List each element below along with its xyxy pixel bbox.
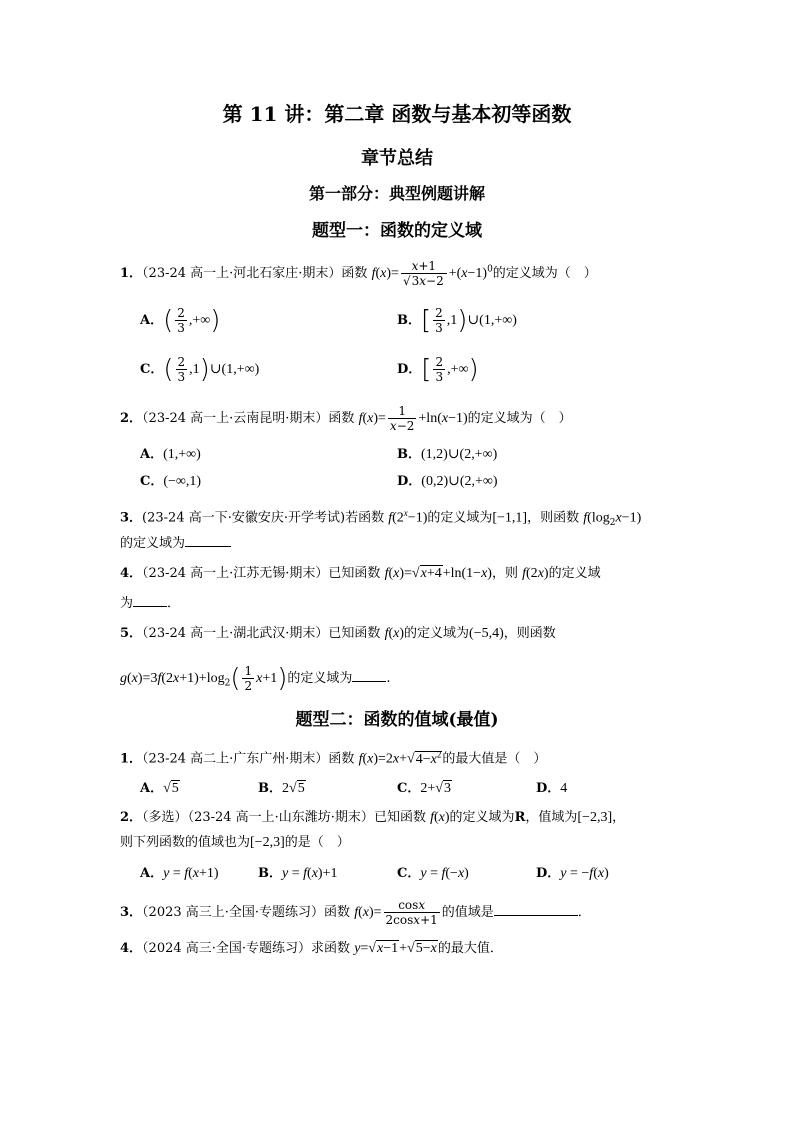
question-2-3: 3．（2023 高三上·全国·专题练习）函数 f(x)= $\frac{\cos x}{2\cos x+1}$ 的值域是 ． — [120, 898, 591, 927]
question-1-3: 3．(23-24 高一下·安徽安庆·开学考试)若函数 $f(2^x-1)$的定义域为[−1,1]，则函数 $f(\log_2x-1)$ — [120, 508, 642, 528]
question-2-4: 4．（2024 高三·全国·专题练习）求函数 y=√x−1+√5−x的最大值． — [120, 941, 503, 956]
option-2-1-a: A．√5 — [140, 781, 179, 796]
option-1-2-c: C．(−∞,1) — [140, 474, 202, 489]
option-1-2-b: B．(1,2)∪(2,+∞) — [397, 447, 498, 462]
type-one-heading: 题型一：函数的定义域 — [312, 221, 482, 241]
question-1-2: 2．（23-24 高一上·云南昆明·期末）函数 f(x)= $\frac{1}{x-2}$ +ln(x−1)的定义域为（ ） — [120, 404, 572, 433]
question-1-5: 5．（23-24 高一上·湖北武汉·期末）已知函数 f(x)的定义域为(−5,4)，则函数 — [120, 626, 556, 641]
option-1-1-d: D．[ $\frac{2}{3}$ ,+∞) — [397, 354, 479, 385]
chapter-summary-heading: 章节总结 — [361, 148, 433, 169]
option-1-1-a: A．( $\frac{2}{3}$ ,+∞) — [140, 305, 221, 336]
option-2-1-c: C．2+√3 — [397, 781, 451, 796]
question-1-1: 1．（23-24 高一上·河北石家庄·期末）函数 f(x)= $\frac{x+1}{√3x-2}$ $+(x-1)^0$的定义域为（ ） — [120, 259, 597, 288]
option-2-2-d: D．y = −f(x) — [536, 866, 609, 881]
type-two-heading: 题型二：函数的值域(最值) — [295, 710, 499, 730]
question-2-1: 1．（23-24 高二上·广东广州·期末）函数 $f(x)=2x+√4-x^2$的最大值是（ ） — [120, 749, 547, 767]
question-1-5-line2: $g(x)=3f(2x+1)+\log_2$( $\frac{1}{2}$ x+1)的定义域为 . — [120, 663, 391, 694]
question-2-2: 2．（多选）（23-24 高一上·山东潍坊·期末）已知函数 f(x)的定义域为R，值域为[−2,3]， — [120, 810, 626, 825]
option-2-2-c: C．y = f(−x) — [397, 866, 469, 881]
option-2-2-a: A．y = f(x+1) — [140, 866, 219, 881]
option-1-2-d: D．(0,2)∪(2,+∞) — [397, 474, 498, 489]
part-one-heading: 第一部分：典型例题讲解 — [308, 184, 485, 203]
question-2-2-line2: 则下列函数的值域也为[−2,3]的是（ ） — [120, 835, 350, 850]
question-1-3-line2: 的定义域为 — [120, 534, 682, 554]
question-1-4: 4．（23-24 高一上·江苏无锡·期末）已知函数 f(x)=√x+4+ln(1−x)，则 f(2x)的定义域 — [120, 566, 601, 581]
option-1-2-a: A．(1,+∞) — [140, 447, 201, 462]
option-2-1-b: B．2√5 — [258, 781, 305, 796]
option-2-1-d: D．4 — [536, 781, 568, 796]
lesson-title: 第 11 讲：第二章 函数与基本初等函数 — [222, 102, 572, 126]
question-1-4-line2: 为 ． — [120, 596, 181, 611]
option-1-1-b: B．[ $\frac{2}{3}$ ,1)∪(1,+∞) — [397, 305, 517, 336]
option-1-1-c: C．( $\frac{2}{3}$ ,1)∪(1,+∞) — [140, 354, 260, 385]
option-2-2-b: B．y = f(x)+1 — [258, 866, 338, 881]
